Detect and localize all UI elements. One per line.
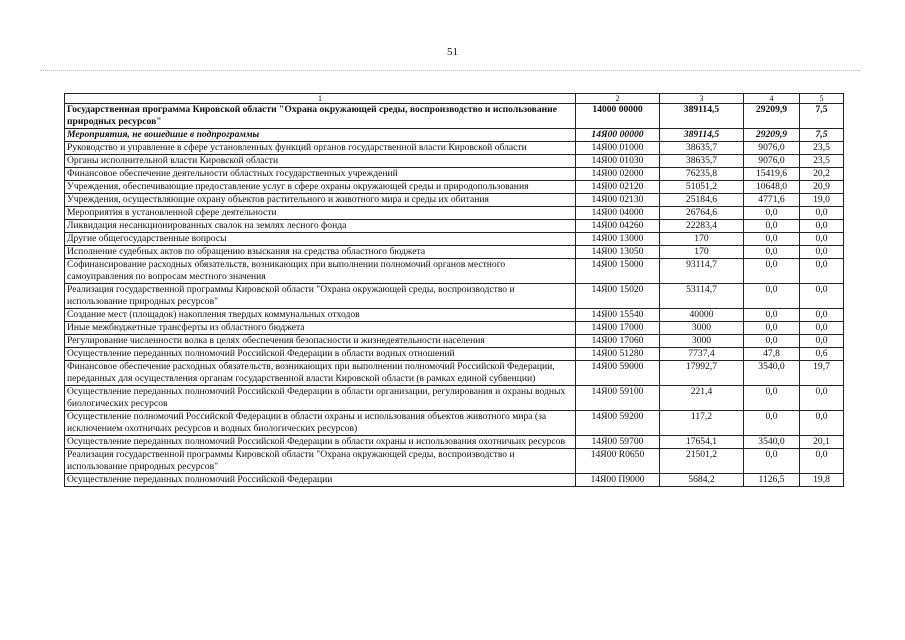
table-row [65, 284, 844, 309]
row-plan-cell: 170 [660, 246, 744, 259]
table-row [65, 246, 844, 259]
row-plan-cell: 7737,4 [660, 348, 744, 361]
row-code-cell: 14Я00 59000 [576, 361, 660, 386]
column-header: 2 [576, 94, 660, 104]
row-plan-cell: 93114,7 [660, 259, 744, 284]
table-row [65, 168, 844, 181]
row-name-cell: Мероприятия в установленной сфере деятельности [65, 207, 576, 220]
row-code-cell: 14Я00 13000 [576, 233, 660, 246]
row-plan-cell: 389114,5 [660, 129, 744, 142]
row-code-cell: 14Я00 13050 [576, 246, 660, 259]
budget-table [64, 93, 844, 487]
row-actual-cell: 0,0 [744, 335, 800, 348]
row-code-cell: 14Я00 59100 [576, 386, 660, 411]
row-percent-cell: 0,0 [800, 449, 844, 474]
row-actual-cell: 0,0 [744, 246, 800, 259]
row-percent-cell: 19,0 [800, 194, 844, 207]
row-code-cell: 14Я00 R0650 [576, 449, 660, 474]
row-actual-cell: 10648,0 [744, 181, 800, 194]
row-plan-cell: 38635,7 [660, 142, 744, 155]
row-name-cell: Мероприятия, не вошедшие в подпрограммы [65, 129, 576, 142]
row-code-cell: 14Я00 17060 [576, 335, 660, 348]
row-actual-cell: 29209,9 [744, 104, 800, 129]
row-plan-cell: 26764,6 [660, 207, 744, 220]
table-row [65, 436, 844, 449]
column-header: 1 [65, 94, 576, 104]
row-percent-cell: 0,0 [800, 411, 844, 436]
table-row [65, 309, 844, 322]
row-name-cell: Создание мест (площадок) накопления твердых коммунальных отходов [65, 309, 576, 322]
row-plan-cell: 76235,8 [660, 168, 744, 181]
row-percent-cell: 7,5 [800, 129, 844, 142]
row-plan-cell: 170 [660, 233, 744, 246]
row-code-cell: 14Я00 01000 [576, 142, 660, 155]
row-code-cell: 14000 00000 [576, 104, 660, 129]
table-row [65, 104, 844, 129]
row-code-cell: 14Я00 15020 [576, 284, 660, 309]
row-percent-cell: 19,8 [800, 474, 844, 487]
row-plan-cell: 221,4 [660, 386, 744, 411]
row-percent-cell: 0,0 [800, 309, 844, 322]
table-row [65, 129, 844, 142]
row-actual-cell: 0,0 [744, 386, 800, 411]
row-percent-cell: 0,0 [800, 233, 844, 246]
column-header: 4 [744, 94, 800, 104]
table-row [65, 194, 844, 207]
row-percent-cell: 23,5 [800, 155, 844, 168]
row-actual-cell: 1126,5 [744, 474, 800, 487]
row-percent-cell: 20,2 [800, 168, 844, 181]
table-row [65, 259, 844, 284]
row-name-cell: Реализация государственной программы Кировской области "Охрана окружающей среды, воспроизводство и использование природных ресурсов" [65, 449, 576, 474]
row-name-cell: Иные межбюджетные трансферты из областного бюджета [65, 322, 576, 335]
row-name-cell: Руководство и управление в сфере установленных функций органов государственной власти Кировской области [65, 142, 576, 155]
row-actual-cell: 0,0 [744, 449, 800, 474]
row-name-cell: Учреждения, осуществляющие охрану объектов растительного и животного мира и среды их обитания [65, 194, 576, 207]
row-actual-cell: 0,0 [744, 309, 800, 322]
row-name-cell: Учреждения, обеспечивающие предоставление услуг в сфере охраны окружающей среды и природопользования [65, 181, 576, 194]
table-row [65, 348, 844, 361]
scan-divider [40, 70, 860, 72]
table-row [65, 155, 844, 168]
row-code-cell: 14Я00 15000 [576, 259, 660, 284]
column-header: 5 [800, 94, 844, 104]
row-percent-cell: 7,5 [800, 104, 844, 129]
row-name-cell: Финансовое обеспечение расходных обязательств, возникающих при выполнении полномочий Российской Федерации, переданных для осуществления органам государственной власти Кировской области (в рамках единой субвенции) [65, 361, 576, 386]
row-name-cell: Реализация государственной программы Кировской области "Охрана окружающей среды, воспроизводство и использование природных ресурсов" [65, 284, 576, 309]
row-name-cell: Государственная программа Кировской области "Охрана окружающей среды, воспроизводство и использование природных ресурсов" [65, 104, 576, 129]
row-plan-cell: 38635,7 [660, 155, 744, 168]
row-actual-cell: 0,0 [744, 233, 800, 246]
row-name-cell: Исполнение судебных актов по обращению взыскания на средства областного бюджета [65, 246, 576, 259]
row-percent-cell: 0,0 [800, 220, 844, 233]
page-number: 51 [447, 46, 458, 58]
table-row [65, 220, 844, 233]
row-name-cell: Ликвидация несанкционированных свалок на землях лесного фонда [65, 220, 576, 233]
row-percent-cell: 20,1 [800, 436, 844, 449]
row-code-cell: 14Я00 П9000 [576, 474, 660, 487]
row-name-cell: Органы исполнительной власти Кировской области [65, 155, 576, 168]
row-plan-cell: 21501,2 [660, 449, 744, 474]
table-row [65, 474, 844, 487]
row-actual-cell: 29209,9 [744, 129, 800, 142]
row-name-cell: Осуществление переданных полномочий Российской Федерации [65, 474, 576, 487]
row-plan-cell: 25184,6 [660, 194, 744, 207]
row-actual-cell: 0,0 [744, 220, 800, 233]
row-code-cell: 14Я00 15540 [576, 309, 660, 322]
table-row [65, 142, 844, 155]
row-code-cell: 14Я00 01030 [576, 155, 660, 168]
table-row [65, 181, 844, 194]
row-percent-cell: 0,0 [800, 386, 844, 411]
column-number-row [65, 94, 844, 104]
table-row [65, 411, 844, 436]
table-row [65, 386, 844, 411]
row-code-cell: 14Я00 02130 [576, 194, 660, 207]
row-percent-cell: 19,7 [800, 361, 844, 386]
table-row [65, 207, 844, 220]
row-code-cell: 14Я00 51280 [576, 348, 660, 361]
row-code-cell: 14Я00 04000 [576, 207, 660, 220]
row-code-cell: 14Я00 04260 [576, 220, 660, 233]
row-percent-cell: 0,0 [800, 335, 844, 348]
table-row [65, 361, 844, 386]
row-actual-cell: 0,0 [744, 284, 800, 309]
table-row [65, 233, 844, 246]
row-plan-cell: 51051,2 [660, 181, 744, 194]
row-actual-cell: 3540,0 [744, 436, 800, 449]
row-plan-cell: 17992,7 [660, 361, 744, 386]
row-actual-cell: 15419,6 [744, 168, 800, 181]
row-plan-cell: 53114,7 [660, 284, 744, 309]
row-actual-cell: 4771,6 [744, 194, 800, 207]
row-code-cell: 14Я00 17000 [576, 322, 660, 335]
row-name-cell: Финансовое обеспечение деятельности областных государственных учреждений [65, 168, 576, 181]
row-actual-cell: 47,8 [744, 348, 800, 361]
row-code-cell: 14Я00 59200 [576, 411, 660, 436]
table-row [65, 449, 844, 474]
row-actual-cell: 0,0 [744, 322, 800, 335]
row-plan-cell: 3000 [660, 335, 744, 348]
row-name-cell: Осуществление полномочий Российской Федерации в области охраны и использования объектов животного мира (за исключением охотничьих ресурсов и водных биологических ресурсов) [65, 411, 576, 436]
row-percent-cell: 0,0 [800, 284, 844, 309]
row-code-cell: 14Я00 59700 [576, 436, 660, 449]
table-row [65, 335, 844, 348]
row-name-cell: Осуществление переданных полномочий Российской Федерации в области водных отношений [65, 348, 576, 361]
row-percent-cell: 0,0 [800, 322, 844, 335]
row-percent-cell: 0,0 [800, 259, 844, 284]
row-code-cell: 14Я00 00000 [576, 129, 660, 142]
row-name-cell: Осуществление переданных полномочий Российской Федерации в области охраны и использования охотничьих ресурсов [65, 436, 576, 449]
table-row [65, 322, 844, 335]
row-actual-cell: 0,0 [744, 411, 800, 436]
row-percent-cell: 23,5 [800, 142, 844, 155]
row-actual-cell: 9076,0 [744, 142, 800, 155]
row-plan-cell: 117,2 [660, 411, 744, 436]
row-plan-cell: 389114,5 [660, 104, 744, 129]
row-percent-cell: 0,0 [800, 207, 844, 220]
budget-table-body [65, 94, 844, 487]
row-name-cell: Другие общегосударственные вопросы [65, 233, 576, 246]
row-code-cell: 14Я00 02000 [576, 168, 660, 181]
row-name-cell: Осуществление переданных полномочий Российской Федерации в области организации, регулирования и охраны водных биологических ресурсов [65, 386, 576, 411]
row-actual-cell: 3540,0 [744, 361, 800, 386]
row-code-cell: 14Я00 02120 [576, 181, 660, 194]
row-percent-cell: 0,6 [800, 348, 844, 361]
row-plan-cell: 22283,4 [660, 220, 744, 233]
row-plan-cell: 3000 [660, 322, 744, 335]
row-plan-cell: 5684,2 [660, 474, 744, 487]
row-actual-cell: 0,0 [744, 207, 800, 220]
row-actual-cell: 9076,0 [744, 155, 800, 168]
row-name-cell: Регулирование численности волка в целях обеспечения безопасности и жизнедеятельности населения [65, 335, 576, 348]
row-actual-cell: 0,0 [744, 259, 800, 284]
row-plan-cell: 17654,1 [660, 436, 744, 449]
row-percent-cell: 20,9 [800, 181, 844, 194]
row-name-cell: Софинансирование расходных обязательств, возникающих при выполнении полномочий органов местного самоуправления по вопросам местного значения [65, 259, 576, 284]
row-percent-cell: 0,0 [800, 246, 844, 259]
column-header: 3 [660, 94, 744, 104]
row-plan-cell: 40000 [660, 309, 744, 322]
